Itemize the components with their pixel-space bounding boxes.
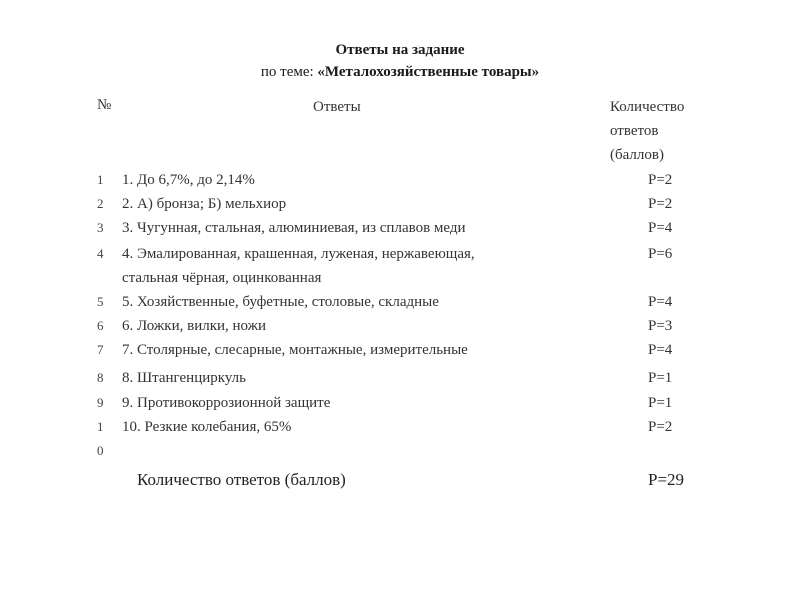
row-answer: 3. Чугунная, стальная, алюминиевая, из сплавов меди [122,220,466,236]
header-count-line2: ответов [610,123,659,139]
row-points: Р=2 [648,419,673,435]
row-number: 9 [97,395,104,410]
row-number: 7 [97,342,104,357]
subtitle-prefix: по теме: [260,64,318,80]
total-value: Р=29 [648,470,685,489]
row-points: Р=4 [648,294,673,310]
page-subtitle [0,64,800,81]
row-number: 4 [97,246,104,261]
row-answer: 2. А) бронза; Б) мельхиор [122,196,287,212]
header-num: № [97,97,112,113]
row-answer: 10. Резкие колебания, 65% [122,419,292,435]
row-number: 3 [97,220,104,235]
row-answer: 1. До 6,7%, до 2,14% [122,172,255,188]
total-label: Количество ответов (баллов) [137,470,346,489]
row-answer: 4. Эмалированная, крашенная, луженая, нержавеющая, [122,246,475,262]
row-points: Р=2 [648,196,673,212]
row-points: Р=4 [648,220,673,236]
row-points: Р=2 [648,172,673,188]
page-title: Ответы на задание [335,42,465,58]
row-number: 1 [97,419,104,434]
row-points: Р=3 [648,318,673,334]
row-points: Р=1 [648,395,673,411]
header-answers: Ответы [313,99,361,115]
row-number: 2 [97,196,104,211]
row-points: Р=4 [648,342,673,358]
row-answer-continued: стальная чёрная, оцинкованная [122,270,322,286]
row-points: Р=6 [648,246,673,262]
row-number: 1 [97,172,104,187]
row-number: 5 [97,294,104,309]
row-answer: 5. Хозяйственные, буфетные, столовые, складные [122,294,439,310]
row-answer: 8. Штангенциркуль [122,370,246,386]
header-count-line1: Количество [610,99,685,115]
subtitle-topic: «Металохозяйственные товары» [317,64,540,80]
header-count-line3: (баллов) [610,147,664,163]
row-answer: 6. Ложки, вилки, ножи [122,318,267,334]
row-points: Р=1 [648,370,673,386]
row-answer: 9. Противокоррозионной защите [122,395,331,411]
row-number-continued: 0 [97,443,104,458]
row-number: 8 [97,370,104,385]
row-number: 6 [97,318,104,333]
row-answer: 7. Столярные, слесарные, монтажные, измерительные [122,342,468,358]
